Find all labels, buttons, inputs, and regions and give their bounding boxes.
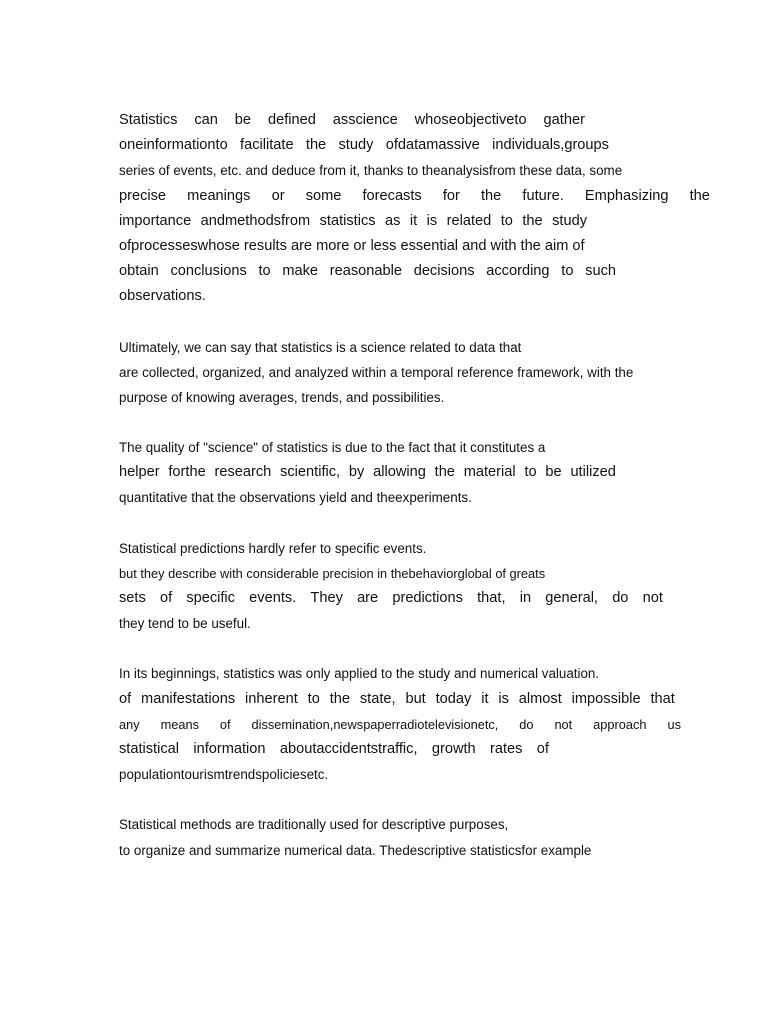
word: according (486, 263, 550, 280)
word: the (305, 137, 327, 154)
word: us (667, 716, 681, 732)
word: predictions (392, 590, 463, 606)
word: impossible (571, 690, 641, 707)
word: forthe (168, 464, 206, 481)
word: the (329, 690, 350, 707)
word: future. (522, 187, 564, 204)
word: to (524, 464, 537, 481)
word: oneinformationto (119, 137, 228, 154)
word: allowing (373, 464, 426, 481)
word: to (561, 263, 574, 280)
text-line: are collected, organized, and analyzed within a temporal reference framework, with the (119, 364, 634, 380)
text-line: quantitative that the observations yield and theexperiments. (119, 490, 472, 506)
word: specific (186, 590, 235, 606)
word: that, (477, 590, 506, 606)
word: sets (119, 590, 146, 606)
word: to (258, 263, 271, 280)
text-line: observations. (119, 288, 206, 305)
word: study (552, 212, 587, 229)
word: events. (249, 590, 297, 606)
word: do (612, 590, 629, 606)
text-line: series of events, etc. and deduce from it, thanks to theanalysisfrom these data, some (119, 163, 623, 179)
word: today (435, 690, 472, 707)
word: asscience (332, 112, 398, 128)
word: the (481, 187, 502, 204)
word: dissemination,newspaperradiotelevisionetc, (251, 716, 499, 732)
word: as (385, 212, 401, 229)
text-line (119, 259, 616, 284)
word: material (463, 464, 516, 481)
word: facilitate (240, 137, 294, 154)
word: They (310, 590, 343, 606)
word: state, (359, 690, 396, 707)
paragraph-science-quality (119, 435, 719, 511)
word: conclusions (170, 263, 247, 280)
text-line: but they describe with considerable precision in thebehaviorglobal of greats (119, 565, 546, 581)
word: statistical (119, 740, 180, 757)
word: aboutaccidentstraffic, (279, 740, 418, 757)
text-line (119, 184, 710, 209)
word: meanings (187, 187, 251, 204)
word: in (519, 590, 532, 606)
text-line (119, 687, 675, 712)
word: research (214, 464, 272, 481)
word: individuals,groups (492, 137, 609, 154)
word: forecasts (362, 187, 422, 204)
word: whoseobjectiveto (414, 112, 527, 128)
word: study (338, 137, 374, 154)
text-line (119, 108, 585, 133)
word: ofdatamassive (385, 137, 480, 154)
word: for (442, 187, 460, 204)
word: to (500, 212, 513, 229)
word: is (498, 690, 509, 707)
text-line (119, 737, 549, 762)
word: to (307, 690, 320, 707)
word: of (119, 690, 132, 707)
word: Statistics (119, 112, 178, 128)
word: be (234, 112, 252, 128)
text-line: The quality of "science" of statistics is due to the fact that it constitutes a (119, 440, 546, 456)
word: but (405, 690, 426, 707)
word: helper (119, 464, 160, 481)
word: such (585, 263, 616, 280)
document-body (119, 108, 719, 888)
word: means (160, 716, 199, 732)
word: not (554, 716, 573, 732)
word: that (650, 690, 675, 707)
word: gather (543, 112, 585, 128)
word: be (545, 464, 562, 481)
word: obtain (119, 263, 159, 280)
word: the (522, 212, 543, 229)
text-line (119, 209, 587, 234)
text-line: populationtourismtrendspoliciesetc. (119, 767, 329, 783)
word: some (305, 187, 342, 204)
word: defined (267, 112, 316, 128)
word: of (219, 716, 231, 732)
text-line (119, 712, 681, 737)
word: information (193, 740, 266, 757)
word: of (159, 590, 173, 606)
word: general, (545, 590, 598, 606)
paragraph-beginnings (119, 661, 719, 787)
word: the (689, 187, 710, 204)
word: utilized (570, 464, 616, 481)
text-line: In its beginnings, statistics was only applied to the study and numerical valuation. (119, 666, 600, 682)
word: of (536, 740, 549, 757)
word: can (194, 112, 218, 128)
word: approach (593, 716, 647, 732)
paragraph-predictions (119, 536, 719, 637)
word: inherent (245, 690, 298, 707)
word: decisions (413, 263, 475, 280)
word: scientific, (280, 464, 341, 481)
text-line: to organize and summarize numerical data. Thedescriptive statisticsfor example (119, 842, 592, 858)
word: Emphasizing (584, 187, 669, 204)
word: related (446, 212, 492, 229)
word: by (348, 464, 365, 481)
paragraph-definition (119, 108, 719, 310)
word: or (271, 187, 285, 204)
text-line: ofprocesseswhose results are more or less essential and with the aim of (119, 237, 585, 254)
text-line (119, 586, 663, 611)
word: the (434, 464, 455, 481)
word: importance (119, 212, 192, 229)
word: not (642, 590, 663, 606)
text-line: they tend to be useful. (119, 616, 251, 632)
word: growth (431, 740, 476, 757)
text-line: Statistical predictions hardly refer to specific events. (119, 540, 427, 556)
word: precise (119, 187, 167, 204)
text-line (119, 133, 609, 158)
word: do (519, 716, 534, 732)
word: any (119, 716, 140, 732)
word: it (481, 690, 489, 707)
word: statistics (319, 212, 376, 229)
word: it (409, 212, 418, 229)
text-line: Statistical methods are traditionally used for descriptive purposes, (119, 817, 509, 833)
text-line (119, 460, 616, 485)
word: almost (518, 690, 562, 707)
word: reasonable (329, 263, 402, 280)
word: manifestations (141, 690, 236, 707)
paragraph-summary (119, 335, 719, 411)
word: rates (490, 740, 523, 757)
word: are (357, 590, 379, 606)
word: make (282, 263, 319, 280)
text-line: purpose of knowing averages, trends, and possibilities. (119, 389, 445, 405)
word: is (426, 212, 438, 229)
text-line: Ultimately, we can say that statistics is a science related to data that (119, 339, 522, 355)
word: andmethodsfrom (200, 212, 311, 229)
paragraph-methods (119, 812, 719, 862)
